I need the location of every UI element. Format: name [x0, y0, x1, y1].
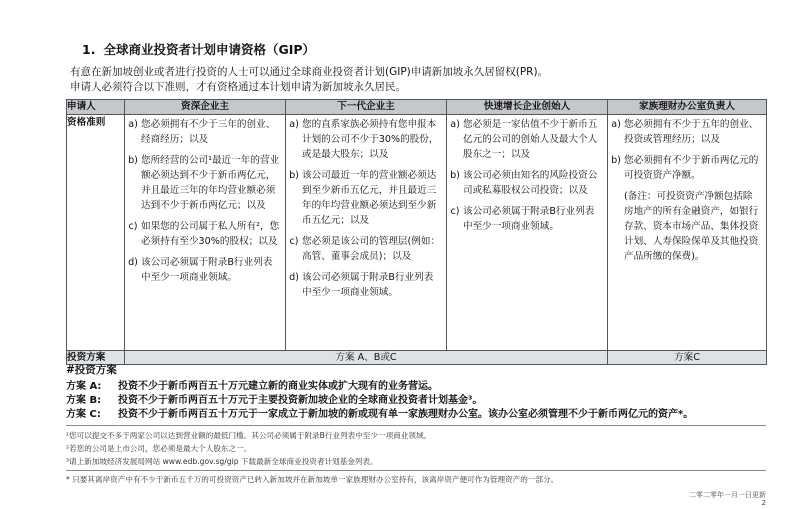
header-applicant: 申请人: [67, 100, 125, 115]
footnote-3: ³请上新加坡经济发展局网站 www.edb.gov.sg/gip 下载最新全球商业投资者计划基金列表。: [66, 457, 378, 466]
section-number: 1.: [82, 42, 96, 57]
criteria-fast-growth-founder: [447, 115, 608, 351]
footnote-2: ²若您的公司是上市公司，您必须是最大个人股东之一。: [66, 444, 252, 453]
criterion: c) 如果您的公司属于私人所有²，您必须持有至少30%的股权；以及: [128, 221, 280, 247]
criterion: a) 您的直系家族必须持有您申报本计划的公司不少于30%的股份，或是最大股东；以及: [289, 119, 439, 160]
criterion: b) 您必须拥有不少于新币两亿元的可投资资产净额。: [611, 155, 759, 181]
note-divider: [66, 470, 766, 471]
option-a: 方案 A: 投资不少于新币两百五十万元建立新的商业实体或扩大现有的业务营运。: [66, 381, 438, 392]
criterion: b) 该公司必须由知名的风险投资公司或私募股权公司投资；以及: [450, 170, 598, 196]
plan-abc: 方案 A、B或C: [125, 351, 608, 365]
plan-label: 投资方案: [67, 351, 125, 365]
asset-note: * 只要其离岸资产中有不少于新币五千万的可投资资产已转入新加坡并在新加坡单一家族理财办公室持有，该离岸资产便可作为管理资产的一部分。: [66, 475, 559, 484]
options-title: #投资方案: [66, 364, 117, 376]
plan-c: 方案C: [608, 351, 767, 365]
criterion: d) 该公司必须属于附录B行业列表中至少一项商业领域。: [289, 272, 434, 298]
footnote-1: ¹您可以提交不多于两家公司以达到营业额的最低门槛。其公司必须属于附录B行业列表中至少一项商业领域。: [66, 431, 432, 440]
criterion: d) 该公司必须属于附录B行业列表中至少一项商业领域。: [128, 257, 273, 283]
plan-row: [67, 351, 767, 365]
header-family-office-principal: 家族理财办公室负责人: [608, 100, 767, 115]
header-senior-owner: 资深企业主: [125, 100, 286, 115]
eligibility-table: [66, 99, 767, 365]
criteria-senior-owner: [125, 115, 286, 351]
intro-line-1: 有意在新加坡创业或者进行投资的人士可以通过全球商业投资者计划(GIP)申请新加坡永久居留权(PR)。: [70, 66, 549, 78]
option-c: 方案 C: 投资不少于新币两百五十万元于一家成立于新加坡的新或现有单一家族理财办公室。该办公室必须管理不少于新币两亿元的资产*。: [66, 409, 694, 420]
header-fast-growth-founder: 快速增长企业创始人: [447, 100, 608, 115]
section-title: 全球商业投资者计划申请资格（GIP）: [103, 42, 316, 57]
section-heading: [82, 40, 315, 58]
table-header-row: [67, 100, 767, 115]
criteria-family-office-principal: [608, 115, 767, 351]
criterion-note: (备注：可投资资产净额包括除房地产的所有金融资产，如银行存款、资本市场产品、集体投资计划、人寿保险保单及其他投资产品所缴的保费)。: [624, 191, 759, 262]
intro-line-2: 申请人必须符合以下准则，才有资格通过本计划申请为新加坡永久居民。: [70, 81, 406, 93]
page-number: 2: [761, 499, 766, 507]
criteria-row: [67, 115, 767, 351]
criterion: c) 该公司必须属于附录B行业列表中至少一项商业领域。: [450, 206, 595, 232]
criterion: c) 您必须是该公司的管理层(例如：高管、董事会成员)；以及: [289, 236, 441, 262]
header-next-gen-owner: 下一代企业主: [286, 100, 447, 115]
criterion: a) 您必须是一家估值不少于新币五亿元的公司的创始人及最大个人股东之一；以及: [450, 119, 598, 160]
criterion: a) 您必须拥有不少于三年的创业、经商经历；以及: [128, 119, 276, 145]
option-b: 方案 B: 投资不少于新币两百五十万元于主要投资新加坡企业的全球商业投资者计划基金³。: [66, 395, 483, 406]
footnote-divider: [66, 425, 766, 426]
criterion: b) 您所经营的公司¹最近一年的营业额必须达到不少于新币两亿元，并且最近三年的年均营业额必须达到不少于新币两亿元；以及: [128, 155, 280, 211]
criteria-label: 资格准则: [67, 115, 125, 351]
update-date: 二零二零年一月一日更新: [689, 491, 766, 499]
criterion: b) 该公司最近一年的营业额必须达到至少新币五亿元，并且最近三年的年均营业额必须达到至少新币五亿元；以及: [289, 170, 437, 226]
criterion: a) 您必须拥有不少于五年的创业、投资或管理经历；以及: [611, 119, 759, 145]
criteria-next-gen-owner: [286, 115, 447, 351]
